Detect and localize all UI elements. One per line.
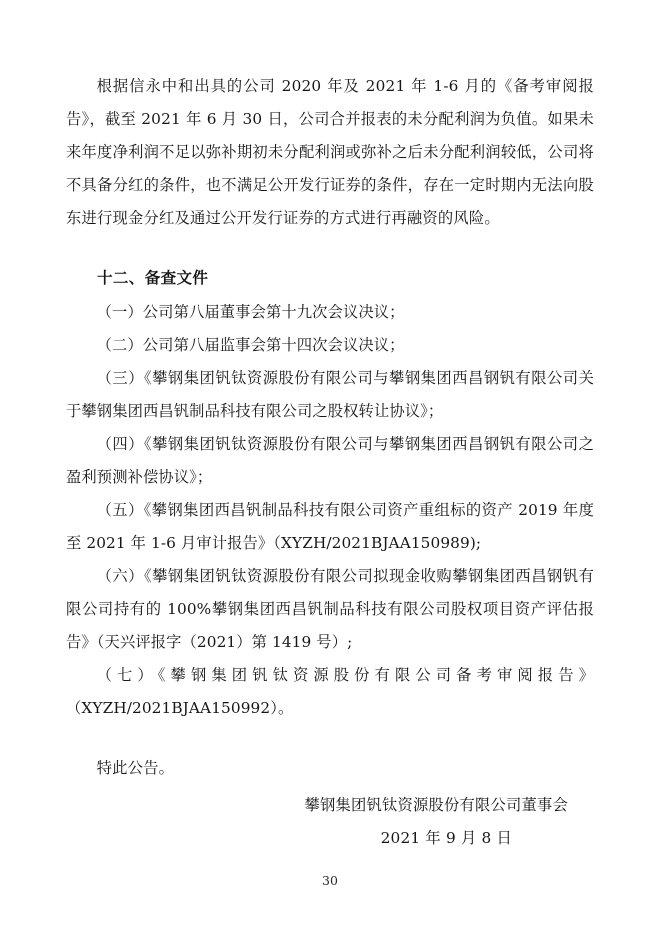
list-item: （一）公司第八届董事会第十九次会议决议； xyxy=(96,303,405,321)
signature-date: 2021 年 9 月 8 日 xyxy=(380,829,512,847)
list-item: （六）《攀钢集团钒钛资源股份有限公司拟现金收购攀钢集团西昌钢钒有限公司持有的 100%攀钢集团西昌钒制品科技有限公司股权项目资产评估报告》（天兴评报字（2021）第 1419 号）; xyxy=(66,567,594,651)
list-item: （七）《攀钢集团钒钛资源股份有限公司备考审阅报告》（XYZH/2021BJAA150992）。 xyxy=(66,666,594,717)
risk-paragraph: 根据信永中和出具的公司 2020 年及 2021 年 1-6 月的《备考审阅报告》，截至 2021 年 6 月 30 日，公司合并报表的未分配利润为负值。如果未来年度净利润不足以弥补期初未分配利润或弥补之后未分配利润较低，公司将不具备分红的条件，也不满足公开发行证券的条件，存在一定时期内无法向股东进行现金分红及通过公开发行证券的方式进行再融资的风险。 xyxy=(66,77,594,227)
list-item: （四）《攀钢集团钒钛资源股份有限公司与攀钢集团西昌钢钒有限公司之盈利预测补偿协议》； xyxy=(66,435,594,486)
list-item: （三）《攀钢集团钒钛资源股份有限公司与攀钢集团西昌钢钒有限公司关于攀钢集团西昌钒制品科技有限公司之股权转让协议》； xyxy=(66,369,594,420)
page-number: 30 xyxy=(322,873,338,888)
signature-company: 攀钢集团钒钛资源股份有限公司董事会 xyxy=(304,796,568,814)
reference-documents-list xyxy=(66,296,594,725)
closing-statement: 特此公告。 xyxy=(96,759,175,777)
list-item: （二）公司第八届监事会第十四次会议决议； xyxy=(96,336,405,354)
list-item: （五）《攀钢集团西昌钒制品科技有限公司资产重组标的资产 2019 年度至 2021 年 1-6 月审计报告》（XYZH/2021BJAA150989); xyxy=(66,501,594,552)
signature-block xyxy=(66,789,594,855)
section-heading: 十二、备查文件 xyxy=(97,268,209,287)
